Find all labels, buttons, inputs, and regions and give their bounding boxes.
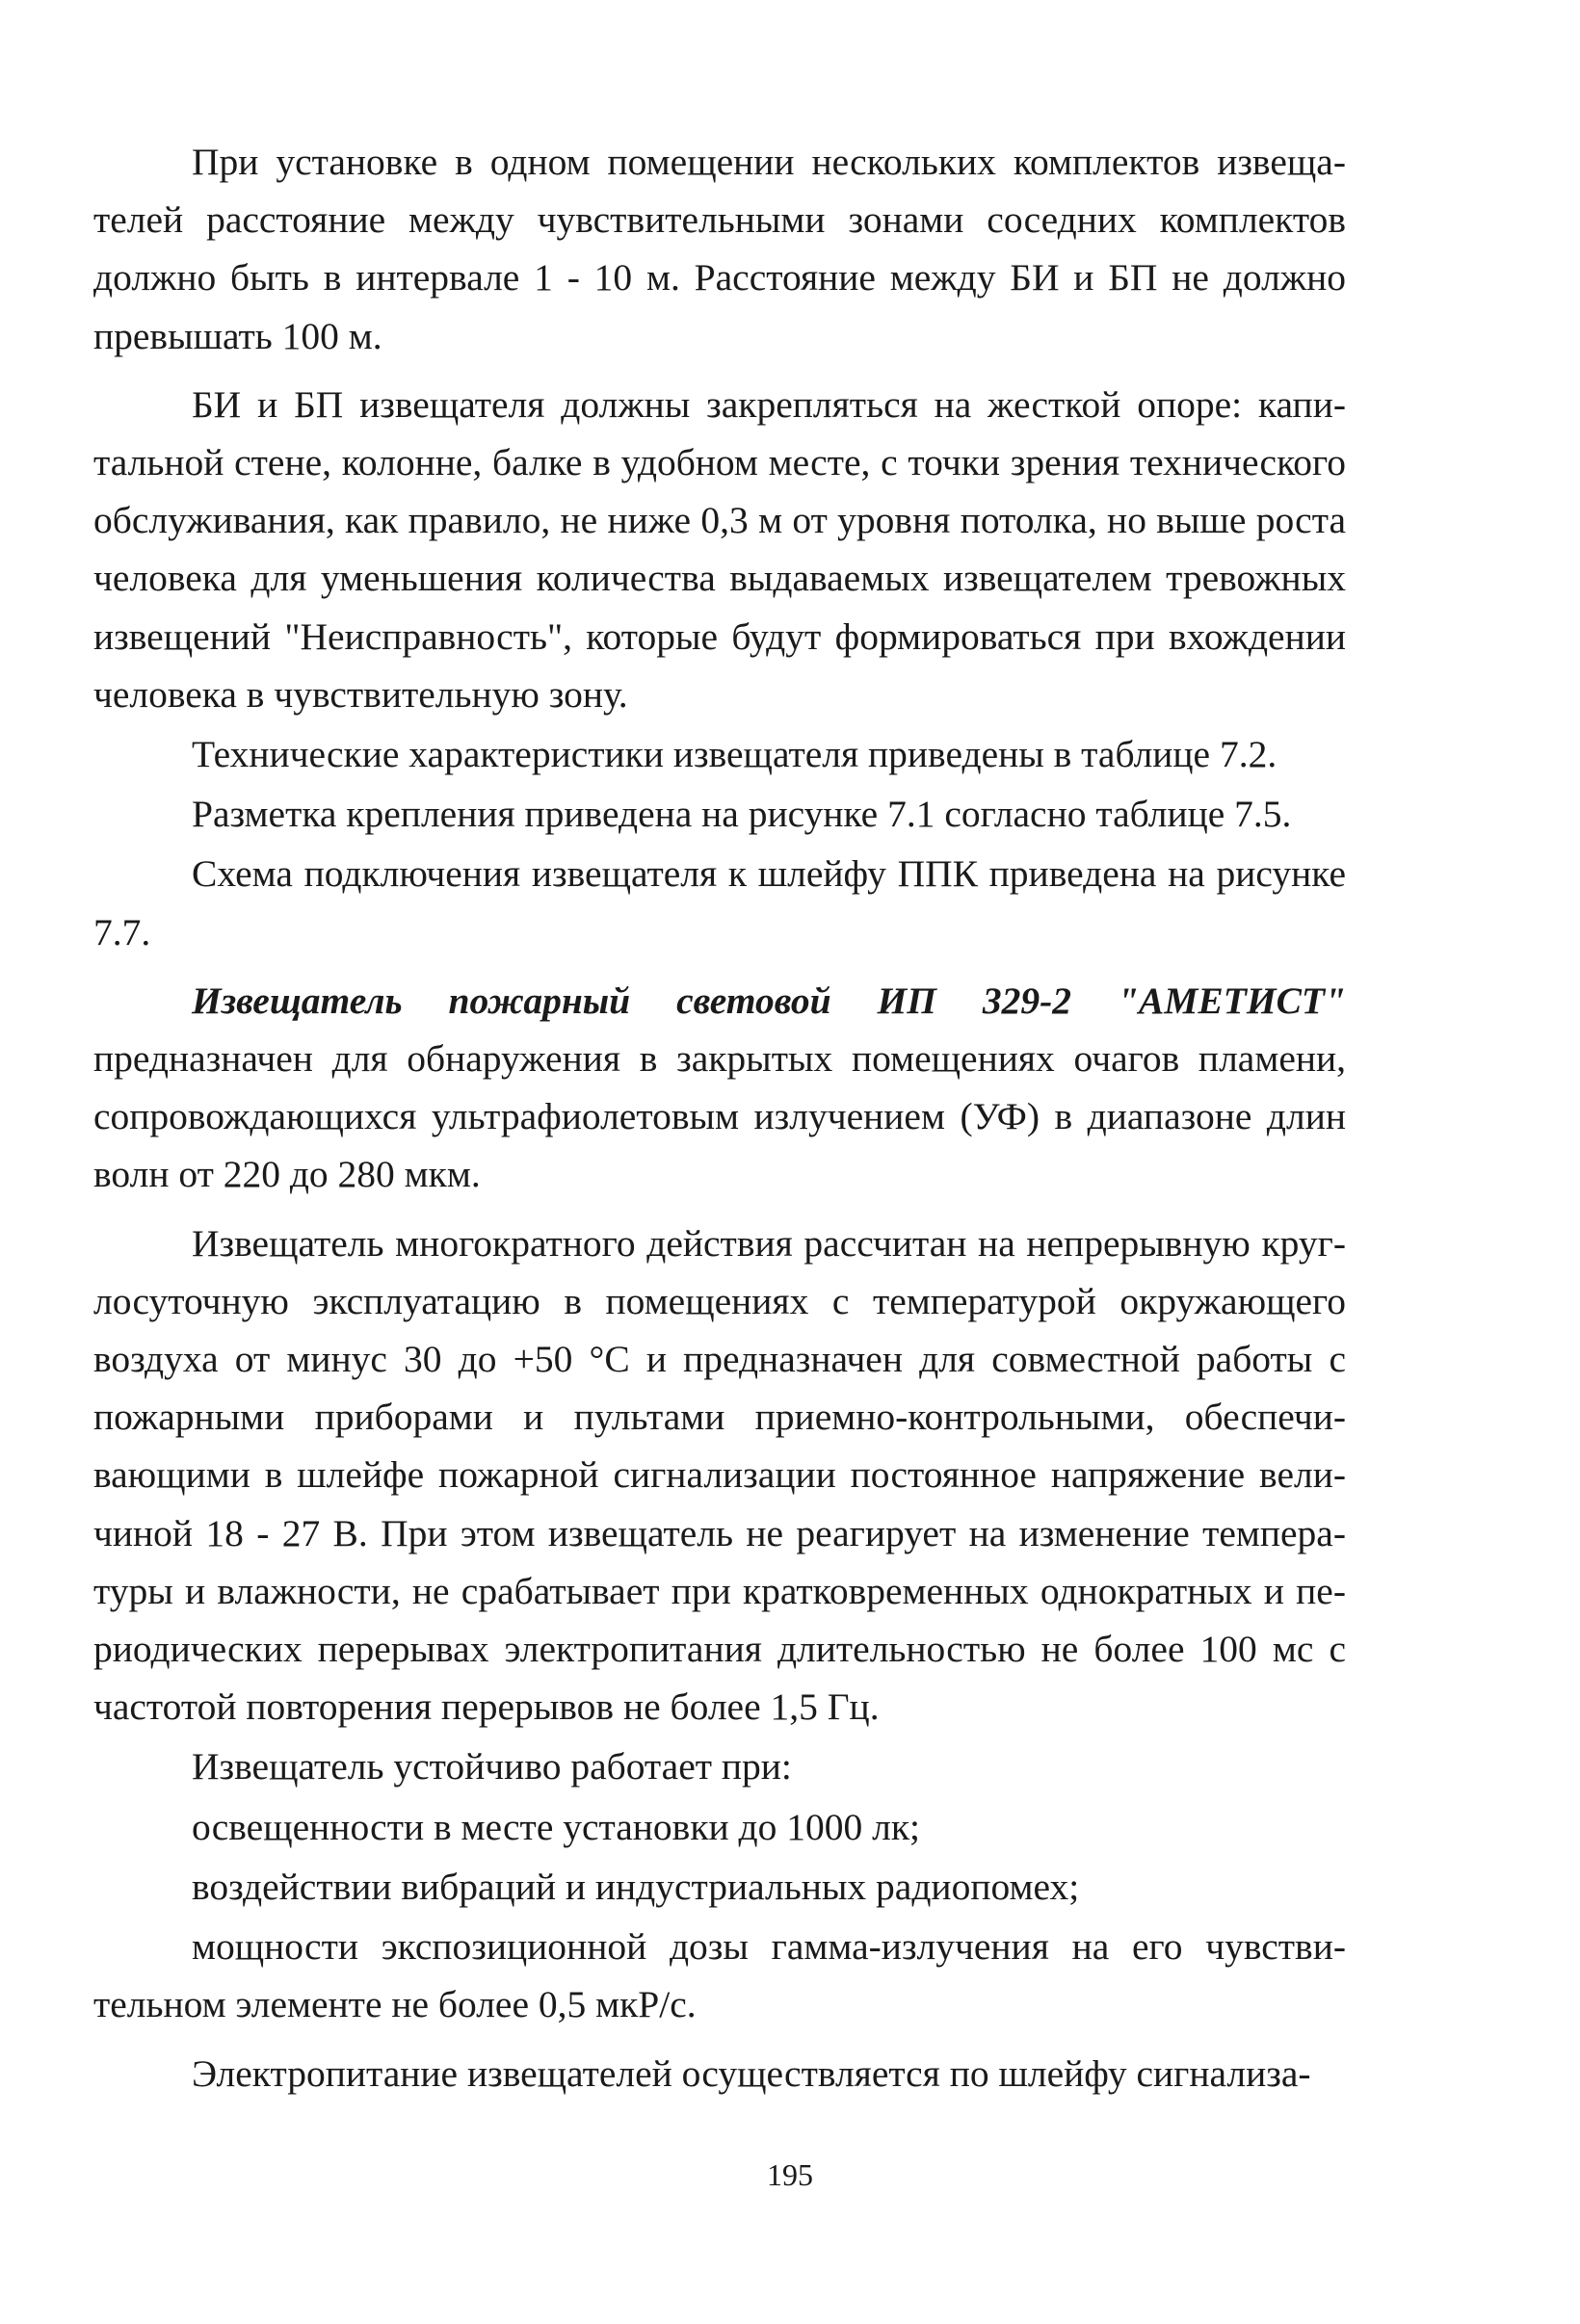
detector-purpose-text: предназначен для обнаружения в закрытых помещениях очагов пламени, сопровождающихся ультрафиолетовым излучением (УФ) в диапазоне длин волн от 220 до 280 мкм. [93,1037,1346,1196]
paragraph-mounting: БИ и БП извещателя должны закрепляться на жесткой опоре: капитальной стене, колонне, балке в удобном месте, с точки зрения технического обслуживания, как правило, не ниже 0,3 м от уровня потолка, но выше роста человека для уменьшения количества выдаваемых извещателем тревожных извещений "Неисправность", которые будут формироваться при вхождении человека в чувствительную зону. [93,382,1346,716]
paragraph-installation-distance: При установке в одном помещении нескольких комплектов извещателей расстояние между чувствительными зонами соседних комплектов должно быть в интервале 1 - 10 м. Расстояние между БИ и БП не должно превышать 100 м. [93,141,1346,357]
paragraph-wiring-reference: Схема подключения извещателя к шлейфу ППК приведена на рисунке 7.7. [93,852,1346,953]
paragraph-stable-operation: Извещатель устойчиво работает при: [192,1745,792,1789]
paragraph-operation-conditions: Извещатель многократного действия рассчитан на непрерывную круглосуточную эксплуатацию в помещениях с температурой окружающего воздуха от минус 30 до +50 °С и предназначен для совместной работы с пожарными приборами и пультами приемно-контрольными, обеспечивающими в шлейфе пожарной сигнализации постоянное напряжение величиной 18 - 27 В. При этом извещатель не реагирует на изменение температуры и влажности, не срабатывает при кратковременных однократных и периодических перерывах электропитания длительностью не более 100 мс с частотой повторения перерывов не более 1,5 Гц. [93,1221,1346,1729]
list-item-vibration: воздействии вибраций и индустриальных радиопомех; [192,1865,1080,1908]
paragraph-marking-reference: Разметка крепления приведена на рисунке 7.1 согласно таблице 7.5. [192,793,1292,836]
detector-name-heading: Извещатель пожарный световой ИП 329-2 "АМЕТИСТ" [192,979,1346,1022]
paragraph-specs-reference: Технические характеристики извещателя приведены в таблице 7.2. [192,733,1277,776]
list-item-illumination: освещенности в месте установки до 1000 лк; [192,1805,920,1848]
list-item-radiation: мощности экспозиционной дозы гамма-излучения на его чувствительном элементе не более 0,5 мкР/с. [93,1925,1346,2026]
paragraph-ametist-intro [93,972,1346,1204]
page-body [93,133,1346,2102]
paragraph-power-supply: Электропитание извещателей осуществляется по шлейфу сигнализа- [192,2051,1311,2095]
page-number: 195 [767,2157,813,2192]
